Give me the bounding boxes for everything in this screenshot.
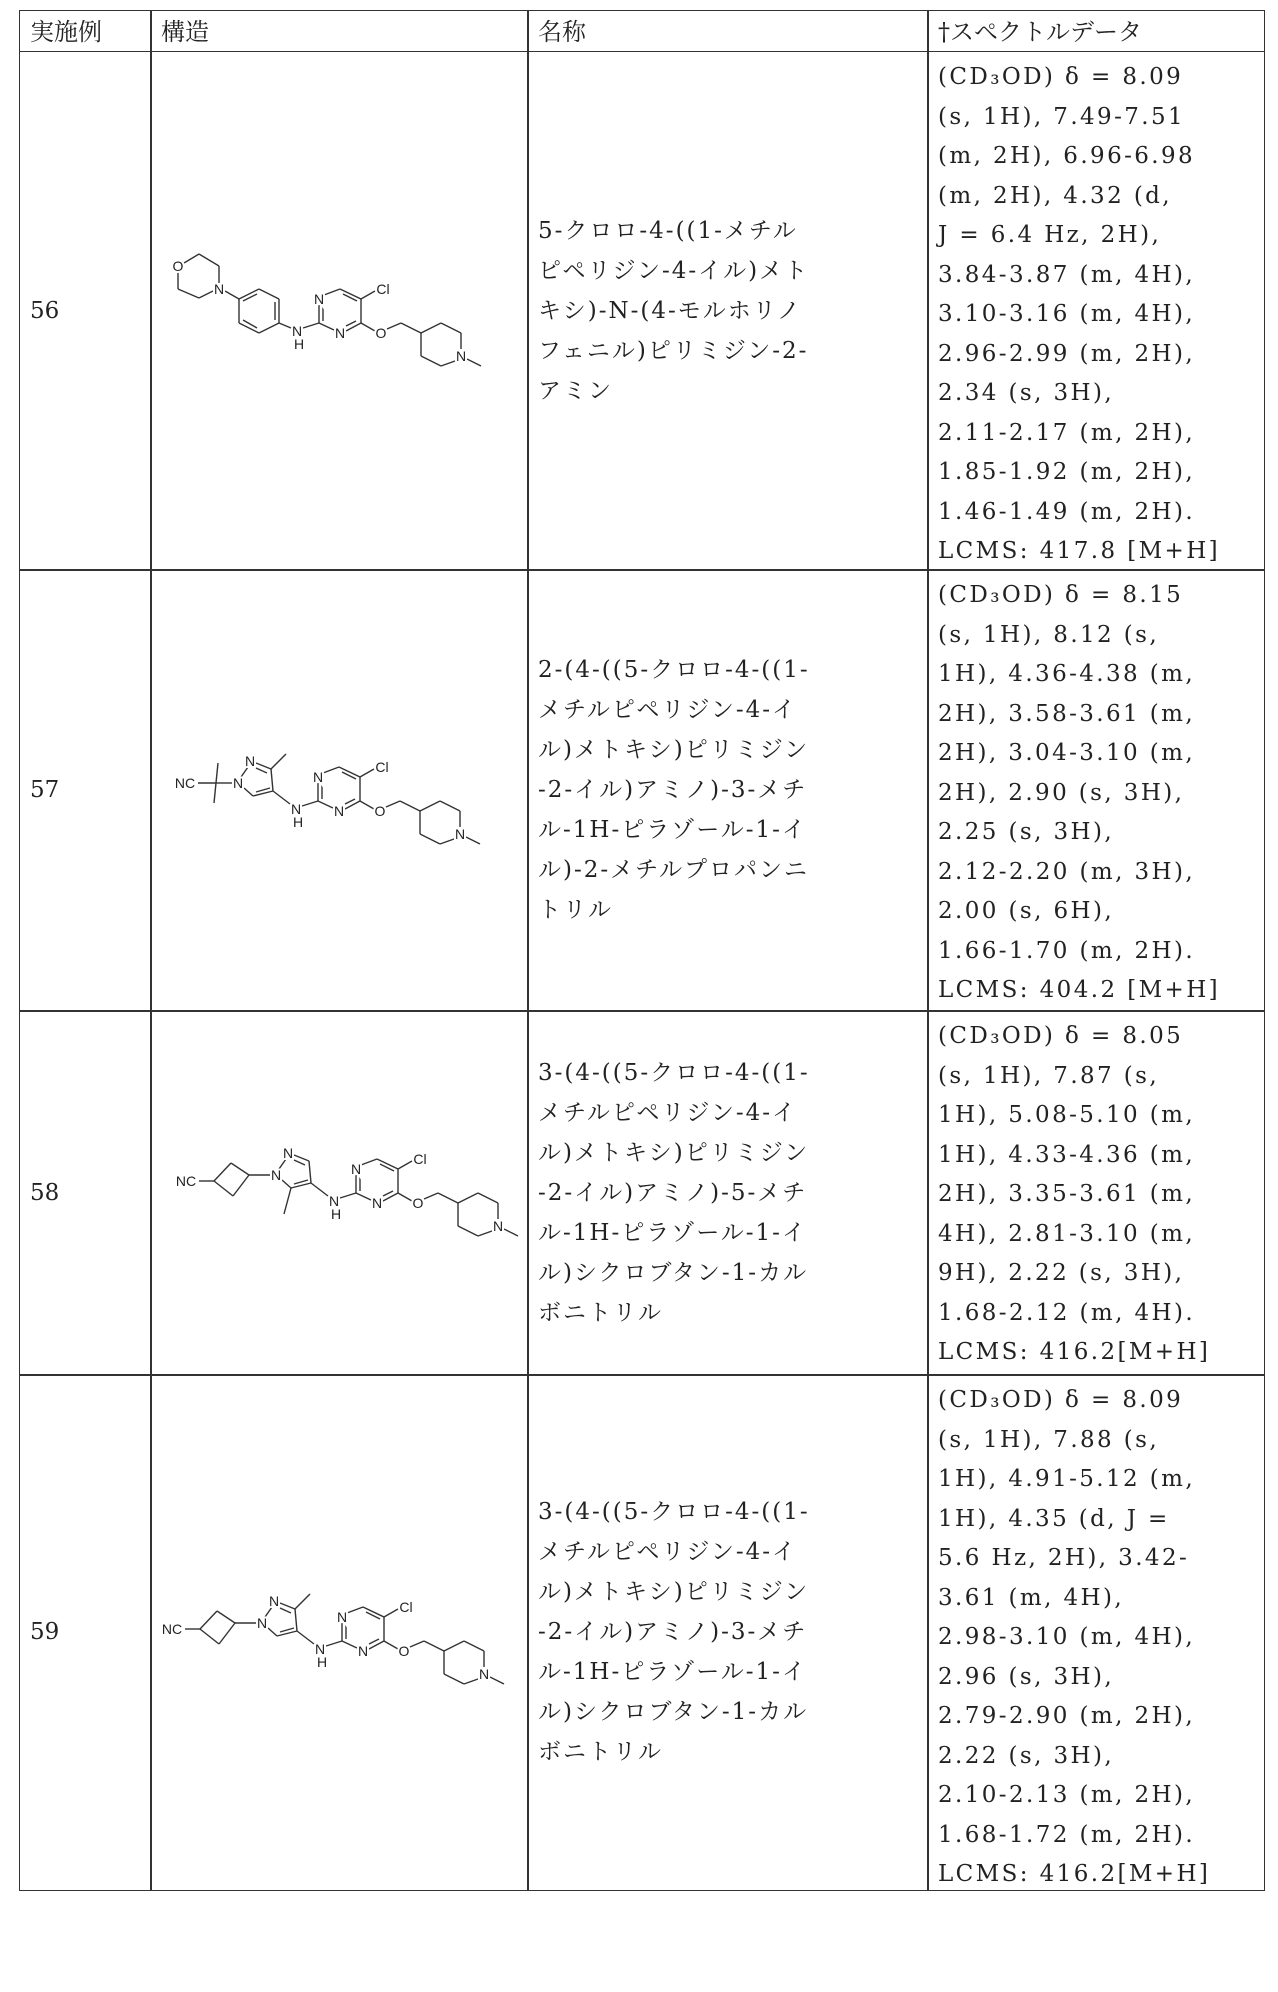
atom-label: H [317, 1654, 327, 1670]
atom-label: N [479, 1666, 489, 1682]
atom-label: Cl [375, 759, 388, 775]
atom-label: O [413, 1195, 424, 1211]
compound-name-line: ル-1H-ピラゾール-1-イ [538, 1652, 928, 1692]
bond [297, 1631, 314, 1644]
bond [279, 323, 291, 328]
compound-name-line: ル)メトキシ)ピリミジン [538, 1572, 928, 1612]
bond [199, 254, 219, 266]
compound-name-line: 5-クロロ-4-((1-メチル [538, 211, 928, 251]
spectral-data-cell [927, 51, 1265, 571]
chemical-structure-drawing [151, 1375, 530, 1892]
example-number: 59 [30, 1619, 59, 1645]
bond [280, 1603, 295, 1609]
atom-label: O [376, 325, 387, 341]
atom-label: O [375, 803, 386, 819]
bond [420, 834, 440, 844]
bond [369, 1639, 379, 1644]
bond [490, 1677, 504, 1684]
structure-cell [150, 1010, 529, 1376]
bond [323, 767, 339, 773]
bond [361, 1159, 377, 1165]
bond [464, 1641, 484, 1651]
bond [214, 1163, 231, 1181]
spectral-data-line: 3.10-3.16 (m, 4H), [938, 295, 1264, 335]
bond [294, 1180, 308, 1184]
bond [464, 1679, 478, 1684]
structure-cell [150, 1374, 529, 1891]
bond [271, 769, 273, 791]
header-name: 名称 [527, 10, 929, 52]
compound-name-cell [527, 569, 929, 1012]
bond [360, 801, 374, 809]
chemical-structure-drawing [151, 1011, 530, 1377]
compound-name-line: キシ)-N-(4-モルホリノ [538, 291, 928, 331]
spectral-data-line: 2.11-2.17 (m, 2H), [938, 414, 1264, 454]
bond [178, 289, 199, 298]
spectral-data-line: 2H), 2.90 (s, 3H), [938, 774, 1264, 814]
bond [225, 291, 239, 299]
spectral-data-line: (m, 2H), 4.32 (d, [938, 177, 1264, 217]
atom-label: N [456, 348, 466, 364]
compound-name-line: -2-イル)アミノ)-5-メチ [538, 1173, 928, 1213]
spectral-data-line: 3.61 (m, 4H), [938, 1579, 1264, 1619]
spectral-data-line: 1H), 4.91-5.12 (m, [938, 1460, 1264, 1500]
bond [384, 1641, 398, 1649]
bond [256, 763, 271, 769]
bond [294, 1155, 309, 1161]
atom-label: H [331, 1206, 341, 1222]
bond [438, 1193, 458, 1203]
spectral-data-line: 2H), 3.04-3.10 (m, [938, 734, 1264, 774]
spectral-data-line: 1.68-2.12 (m, 4H). [938, 1294, 1264, 1334]
bond [421, 323, 441, 333]
spectral-data-line: 1H), 4.35 (d, J = [938, 1500, 1264, 1540]
bond [200, 1611, 217, 1629]
atom-label: N [291, 801, 301, 817]
bond [441, 323, 461, 333]
bond [444, 1641, 464, 1651]
compound-name-line: -2-イル)アミノ)-3-メチ [538, 1612, 928, 1652]
bond [199, 291, 213, 298]
bond [384, 1609, 398, 1617]
atom-label: N [334, 803, 344, 819]
spectral-data-line: 1H), 5.08-5.10 (m, [938, 1096, 1264, 1136]
spectral-data-line: LCMS: 416.2[M+H] [938, 1333, 1264, 1373]
spectral-data-line: 1.68-1.72 (m, 2H). [938, 1816, 1264, 1856]
spectral-data-line: (CD₃OD) δ = 8.09 [938, 1381, 1264, 1421]
bond [217, 1611, 235, 1623]
spectral-data-cell [927, 1374, 1265, 1891]
compound-name-line: ボニトリル [538, 1732, 928, 1772]
example-number-cell [19, 51, 152, 571]
spectral-data-line: 1.85-1.92 (m, 2H), [938, 453, 1264, 493]
atom-label: N [233, 775, 243, 791]
bond [280, 1608, 291, 1613]
bond [458, 1226, 478, 1236]
bond [324, 289, 340, 295]
bond [256, 788, 270, 792]
spectral-data-line: 1.66-1.70 (m, 2H). [938, 932, 1264, 972]
atom-label: N [257, 1615, 267, 1631]
compound-name-line: -2-イル)アミノ)-3-メチ [538, 770, 928, 810]
example-number-cell [19, 569, 152, 1012]
chemical-structure-drawing [151, 52, 530, 572]
compound-name-line: ル-1H-ピラゾール-1-イ [538, 810, 928, 850]
spectral-data-line: (CD₃OD) δ = 8.15 [938, 576, 1264, 616]
example-number: 57 [30, 777, 59, 803]
bond [302, 801, 318, 806]
bond [271, 754, 286, 769]
bond [326, 1641, 342, 1646]
spectral-data-line: (m, 2H), 6.96-6.98 [938, 137, 1264, 177]
bond [219, 1623, 235, 1644]
spectral-data-line: 1H), 4.33-4.36 (m, [938, 1136, 1264, 1176]
spectral-data-line: 9H), 2.22 (s, 3H), [938, 1254, 1264, 1294]
compound-name-line: 2-(4-((5-クロロ-4-((1- [538, 650, 928, 690]
bond [386, 801, 400, 807]
example-number: 56 [30, 298, 59, 324]
bond [380, 1164, 394, 1171]
compound-name-cell [527, 1010, 929, 1376]
compound-name-line: ル)メトキシ)ピリミジン [538, 1133, 928, 1173]
structure-cell [150, 51, 529, 571]
bond [309, 1161, 311, 1183]
compound-name-line: ピペリジン-4-イル)メト [538, 251, 928, 291]
spectral-data-line: 1.46-1.49 (m, 2H). [938, 493, 1264, 533]
bond [243, 294, 257, 301]
spectral-data-line: (s, 1H), 7.49-7.51 [938, 98, 1264, 138]
spectral-data-line: 2H), 3.35-3.61 (m, [938, 1175, 1264, 1215]
bond [478, 1193, 498, 1203]
compound-name-line: メチルピペリジン-4-イ [538, 1093, 928, 1133]
bond [284, 1188, 291, 1214]
bond [361, 323, 375, 331]
spectral-data-line: 2.00 (s, 6H), [938, 892, 1264, 932]
spectral-data-line: 5.6 Hz, 2H), 3.42- [938, 1539, 1264, 1579]
bond [273, 791, 290, 804]
bond [347, 1607, 363, 1613]
compound-name-line: メチルピペリジン-4-イ [538, 1532, 928, 1572]
bond [295, 1609, 297, 1631]
spectral-data-line: (s, 1H), 8.12 (s, [938, 616, 1264, 656]
spectral-data-line: 4H), 2.81-3.10 (m, [938, 1215, 1264, 1255]
bond [311, 1183, 328, 1196]
atom-label: NC [176, 1173, 196, 1189]
example-number: 58 [30, 1180, 59, 1206]
bond [400, 801, 420, 811]
spectral-data-line: (CD₃OD) δ = 8.05 [938, 1017, 1264, 1057]
bond [268, 1628, 277, 1636]
spectral-data-line: 2.96 (s, 3H), [938, 1658, 1264, 1698]
compound-name-line: ボニトリル [538, 1293, 928, 1333]
bond [256, 768, 267, 773]
bond [398, 1193, 412, 1201]
spectral-data-line: 3.84-3.87 (m, 4H), [938, 256, 1264, 296]
compound-name-line: ル)メトキシ)ピリミジン [538, 730, 928, 770]
bond [398, 1161, 412, 1169]
bond [233, 1175, 249, 1196]
atom-label: N [493, 1218, 503, 1234]
atom-label: N [314, 291, 324, 307]
spectral-data-line: 2.22 (s, 3H), [938, 1737, 1264, 1777]
example-number-cell [19, 1374, 152, 1891]
compound-name-cell [527, 51, 929, 571]
bond [440, 801, 460, 811]
atom-label: N [329, 1193, 339, 1209]
spectral-data-line: (s, 1H), 7.87 (s, [938, 1057, 1264, 1097]
compound-name-line: ル)シクロブタン-1-カル [538, 1253, 928, 1293]
atom-label: Cl [413, 1151, 426, 1167]
bond [421, 356, 441, 366]
spectral-data-line: 2.98-3.10 (m, 4H), [938, 1618, 1264, 1658]
bond [259, 289, 279, 299]
bond [214, 783, 216, 803]
atom-label: N [214, 281, 224, 297]
atom-label: O [399, 1643, 410, 1659]
atom-label: H [293, 814, 303, 830]
atom-label: N [358, 1643, 368, 1659]
spectral-data-cell [927, 1010, 1265, 1376]
atom-label: N [351, 1161, 361, 1177]
bond [259, 323, 279, 333]
spectral-data-line: LCMS: 404.2 [M+H] [938, 971, 1264, 1011]
bond [360, 769, 374, 777]
bond [340, 1193, 356, 1198]
compound-name-line: ル)-2-メチルプロパンニ [538, 850, 928, 890]
atom-label: N [335, 325, 345, 341]
compound-name-line: トリル [538, 890, 928, 930]
atom-label: N [271, 1167, 281, 1183]
compound-name-line: メチルピペリジン-4-イ [538, 690, 928, 730]
spectral-data-line: (s, 1H), 7.88 (s, [938, 1421, 1264, 1461]
spectral-data-line: 2.12-2.20 (m, 3H), [938, 853, 1264, 893]
example-number-cell [19, 1010, 152, 1376]
atom-label: O [173, 258, 184, 274]
spectral-data-line: J = 6.4 Hz, 2H), [938, 216, 1264, 256]
atom-label: N [283, 1145, 293, 1161]
atom-label: NC [162, 1621, 182, 1637]
bond [280, 1628, 294, 1632]
atom-label: Cl [376, 281, 389, 297]
spectral-data-line: 2.25 (s, 3H), [938, 813, 1264, 853]
bond [387, 323, 401, 329]
spectral-data-line: LCMS: 417.8 [M+H] [938, 532, 1264, 572]
bond [504, 1229, 518, 1236]
compound-name-line: ル)シクロブタン-1-カル [538, 1692, 928, 1732]
spectral-data-line: LCMS: 416.2[M+H] [938, 1855, 1264, 1895]
bond [303, 323, 319, 328]
bond [200, 1629, 219, 1644]
bond [424, 1193, 438, 1199]
spectral-data-line: 2.10-2.13 (m, 2H), [938, 1776, 1264, 1816]
spectral-data-line: 2.96-2.99 (m, 2H), [938, 335, 1264, 375]
bond [420, 801, 440, 811]
bond [294, 1160, 305, 1165]
atom-label: H [294, 336, 304, 352]
atom-label: Cl [399, 1599, 412, 1615]
bond [361, 291, 375, 299]
atom-label: N [313, 769, 323, 785]
header-example: 実施例 [19, 10, 152, 52]
bond [467, 359, 481, 366]
bond [342, 772, 356, 779]
chemical-structure-drawing [151, 570, 530, 1013]
bond [444, 1674, 464, 1684]
bond [356, 1193, 371, 1200]
spectral-data-line: 1H), 4.36-4.38 (m, [938, 655, 1264, 695]
header-structure: 構造 [150, 10, 529, 52]
structure-cell [150, 569, 529, 1012]
atom-label: NC [175, 775, 195, 791]
atom-label: N [372, 1195, 382, 1211]
compound-name-cell [527, 1374, 929, 1891]
compound-name-line: フェニル)ピリミジン-2- [538, 331, 928, 371]
bond [214, 1181, 233, 1196]
bond [346, 321, 356, 326]
spectral-data-line: 2.34 (s, 3H), [938, 374, 1264, 414]
bond [441, 361, 455, 366]
bond [282, 1180, 291, 1188]
compound-name-line: ル-1H-ピラゾール-1-イ [538, 1213, 928, 1253]
bond [410, 1641, 424, 1647]
atom-label: N [292, 323, 302, 339]
spectral-data-line: (CD₃OD) δ = 8.09 [938, 58, 1264, 98]
bond [216, 763, 218, 783]
bond [342, 1641, 357, 1648]
bond [401, 323, 421, 333]
spectral-data-line: 2H), 3.58-3.61 (m, [938, 695, 1264, 735]
atom-label: N [245, 753, 255, 769]
bond [366, 1612, 380, 1619]
spectral-data-cell [927, 569, 1265, 1012]
atom-label: N [337, 1609, 347, 1625]
compound-name-line: 3-(4-((5-クロロ-4-((1- [538, 1053, 928, 1093]
bond [424, 1641, 444, 1651]
bond [244, 788, 253, 796]
header-spectral-data: †スペクトルデータ [927, 10, 1265, 52]
compound-name-line: 3-(4-((5-クロロ-4-((1- [538, 1492, 928, 1532]
spectral-data-line: 2.79-2.90 (m, 2H), [938, 1697, 1264, 1737]
bond [319, 323, 334, 330]
bond [318, 801, 333, 808]
bond [383, 1191, 393, 1196]
atom-label: N [315, 1641, 325, 1657]
bond [458, 1193, 478, 1203]
atom-label: N [269, 1593, 279, 1609]
bond [184, 254, 199, 263]
bond [345, 799, 355, 804]
bond [478, 1231, 492, 1236]
bond [231, 1163, 249, 1175]
bond [343, 294, 357, 301]
bond [295, 1594, 310, 1609]
bond [440, 839, 454, 844]
compound-name-line: アミン [538, 371, 928, 411]
bond [466, 837, 480, 844]
atom-label: N [455, 826, 465, 842]
